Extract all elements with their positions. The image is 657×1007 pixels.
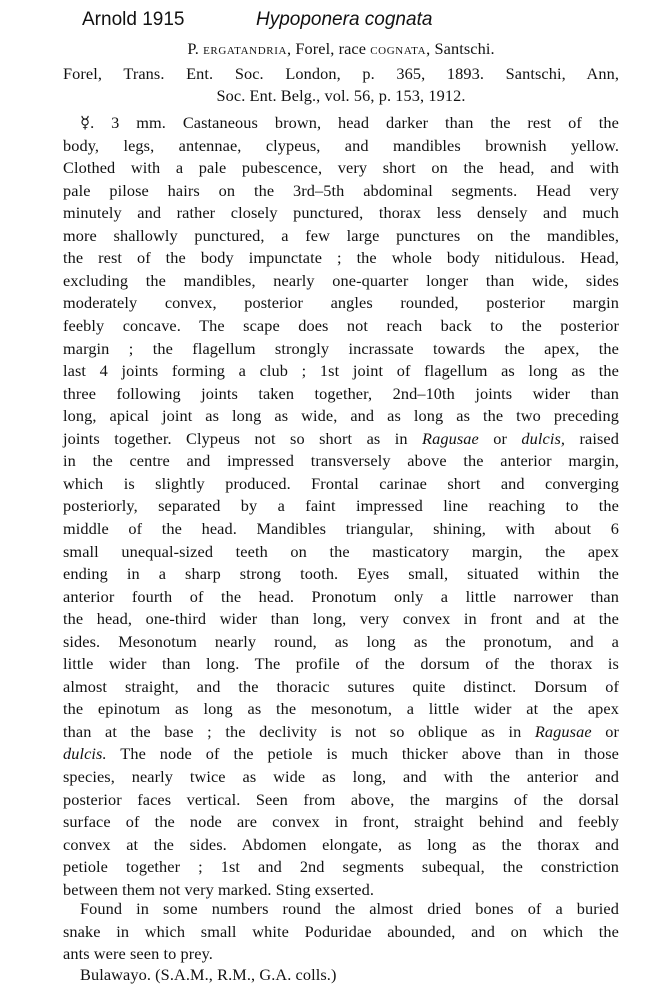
- description-line: [63, 247, 619, 270]
- description-line: [63, 383, 619, 406]
- description-line: [63, 157, 619, 180]
- description-line: [63, 360, 619, 383]
- description-line: [63, 676, 619, 699]
- description-line: [63, 586, 619, 609]
- description-line: [63, 518, 619, 541]
- description-text: surface of the node are convex in front, straight behind and feebly: [63, 812, 619, 832]
- description-line: [63, 202, 619, 225]
- description-text: ending in a sharp strong tooth. Eyes small, situated within the: [63, 564, 619, 583]
- description-line: [80, 112, 619, 135]
- description-line: [63, 225, 619, 248]
- page-header: [82, 6, 582, 36]
- synonymy-mid: , Forel, race: [287, 39, 371, 58]
- description-line: [63, 834, 619, 857]
- description-text: long, apical joint as long as wide, and as long as the two preceding: [63, 406, 619, 426]
- italic-taxon: Ragusae: [534, 721, 592, 741]
- description-text: body, legs, antennae, clypeus, and mandibles brownish yellow.: [63, 135, 619, 155]
- reference-line: Forel, Trans. Ent. Soc. London, p. 365, 1893. Santschi, Ann,: [63, 64, 619, 83]
- locality-line: Bulawayo. (S.A.M., R.M., G.A. colls.): [80, 965, 337, 984]
- description-text: or: [478, 428, 522, 448]
- description-text: sides. Mesonotum nearly round, as long as the pronotum, and a: [63, 631, 619, 651]
- description-line: [63, 608, 619, 631]
- description-text: the head, one-third wider than long, very convex in front and at the: [63, 609, 619, 629]
- description-text: pale pilose hairs on the 3rd–5th abdominal segments. Head very: [63, 180, 619, 200]
- taxon-title: Hypoponera cognata: [256, 9, 433, 30]
- synonymy-suffix: , Santschi.: [426, 39, 495, 58]
- description-text: ☿. 3 mm. Castaneous brown, head darker than the rest of the: [80, 113, 619, 132]
- description-text: between them not very marked. Sting exserted.: [63, 879, 375, 899]
- description-line: [63, 180, 619, 203]
- description-text: convex at the sides. Abdomen elongate, as long as the thorax and: [63, 834, 619, 854]
- description-line: [63, 766, 619, 789]
- italic-taxon: dulcis,: [521, 428, 566, 448]
- description-text: or: [591, 721, 619, 741]
- description-text: small unequal-sized teeth on the masticatory margin, the apex: [63, 541, 619, 561]
- description-line: [63, 135, 619, 158]
- synonymy-line: [63, 38, 619, 61]
- description-text: more shallowly punctured, a few large punctures on the mandibles,: [63, 225, 619, 245]
- description-text: the epinotum as long as the mesonotum, a little wider at the apex: [63, 699, 619, 719]
- description-text: in the centre and impressed transversely above the anterior margin,: [63, 451, 619, 471]
- description-line: [63, 856, 619, 879]
- synonymy-prefix: P.: [187, 39, 204, 58]
- description-line: [63, 563, 619, 586]
- description-line: [63, 698, 619, 721]
- habitat-line: ants were seen to prey.: [63, 944, 213, 964]
- description-line: [63, 721, 619, 744]
- habitat-line: Found in some numbers round the almost dried bones of a buried: [80, 899, 619, 918]
- description-line: [63, 789, 619, 812]
- description-line: [63, 495, 619, 518]
- description-line: [63, 270, 619, 293]
- description-line: [63, 631, 619, 654]
- author-year: Arnold 1915: [82, 9, 185, 30]
- description-text: species, nearly twice as wide as long, and with the anterior and: [63, 767, 619, 786]
- description-text: posteriorly, separated by a faint impressed line reaching to the: [63, 496, 619, 516]
- description-text: little wider than long. The profile of the dorsum of the thorax is: [63, 654, 619, 674]
- italic-taxon: Ragusae: [422, 428, 479, 448]
- description-text: which is slightly produced. Frontal carinae short and converging: [63, 473, 619, 493]
- synonymy-race: cognata: [370, 39, 427, 58]
- description-text: Clothed with a pale pubescence, very short on the head, and with: [63, 158, 619, 178]
- description-line: [63, 473, 619, 496]
- description-text: three following joints taken together, 2nd–10th joints wider than: [63, 383, 619, 403]
- description-line: [63, 653, 619, 676]
- description-text: anterior fourth of the head. Pronotum only a little narrower than: [63, 586, 619, 606]
- description-text: joints together. Clypeus not so short as in: [63, 428, 423, 448]
- description-text: middle of the head. Mandibles triangular, shining, with about 6: [63, 518, 619, 538]
- description-text: minutely and rather closely punctured, thorax less densely and much: [63, 203, 619, 223]
- description-text: feebly concave. The scape does not reach back to the posterior: [63, 316, 619, 335]
- description-text: than at the base ; the declivity is not so oblique as in: [63, 721, 535, 741]
- description-line: [63, 315, 619, 338]
- description-line: [63, 292, 619, 315]
- description-text: the rest of the body impunctate ; the whole body nitidulous. Head,: [63, 248, 619, 268]
- description-line: [63, 428, 619, 451]
- description-text: excluding the mandibles, nearly one-quarter longer than wide, sides: [63, 270, 619, 290]
- description-text: almost straight, and the thoracic sutures quite distinct. Dorsum of: [63, 676, 619, 696]
- description-line: [63, 811, 619, 834]
- description-text: last 4 joints forming a club ; 1st joint of flagellum as long as the: [63, 361, 619, 381]
- italic-taxon: dulcis.: [63, 744, 107, 764]
- reference-line: Soc. Ent. Belg., vol. 56, p. 153, 1912.: [216, 86, 466, 105]
- description-text: moderately convex, posterior angles rounded, posterior margin: [63, 293, 619, 313]
- description-line: [63, 450, 619, 473]
- description-line: [63, 743, 619, 766]
- description-line: [63, 338, 619, 361]
- description-text: margin ; the flagellum strongly incrassate towards the apex, the: [63, 338, 619, 358]
- description-text: raised: [565, 428, 619, 448]
- description-text: The node of the petiole is much thicker above than in those: [106, 744, 619, 764]
- description-line: [63, 405, 619, 428]
- description-text: petiole together ; 1st and 2nd segments subequal, the constriction: [63, 857, 619, 877]
- description-line: [63, 541, 619, 564]
- synonymy-name: ergatandria: [203, 39, 288, 58]
- description-text: posterior faces vertical. Seen from above, the margins of the dorsal: [63, 789, 619, 809]
- habitat-line: snake in which small white Poduridae abounded, and on which the: [63, 921, 619, 941]
